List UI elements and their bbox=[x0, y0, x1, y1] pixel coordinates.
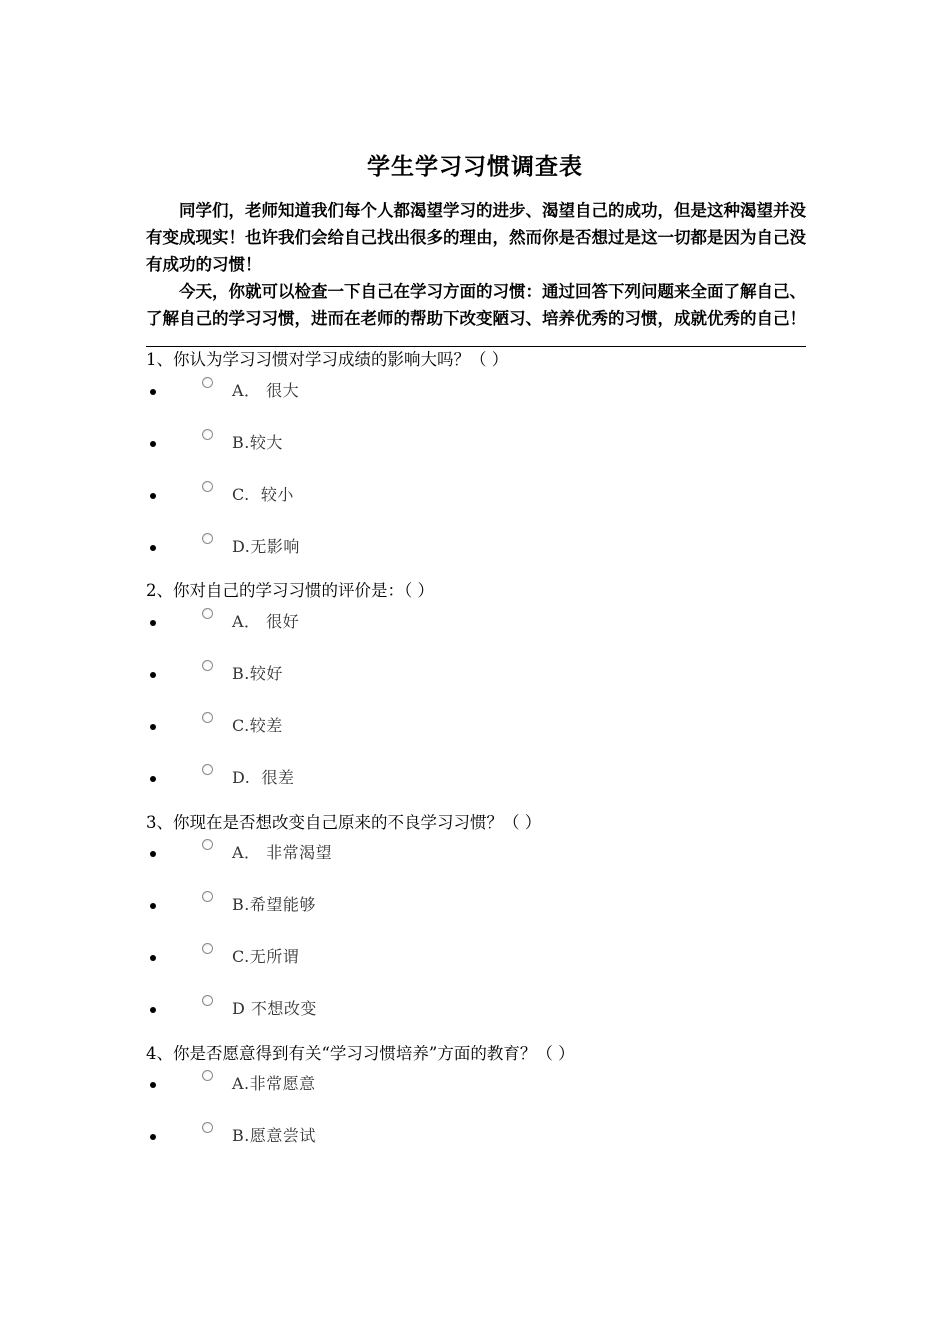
question-3-option-a[interactable] bbox=[146, 839, 746, 865]
question-3-text: 3、你现在是否想改变自己原来的不良学习习惯？（ ） bbox=[146, 813, 542, 832]
option-label: A.非常愿意 bbox=[232, 1074, 316, 1093]
option-label: B.较大 bbox=[232, 433, 283, 452]
bullet-icon bbox=[150, 724, 156, 730]
radio-button[interactable] bbox=[202, 995, 213, 1006]
question-1-option-b[interactable] bbox=[146, 429, 746, 455]
bullet-icon bbox=[150, 441, 156, 447]
option-label: D 不想改变 bbox=[232, 999, 317, 1018]
option-label: C. 较小 bbox=[232, 485, 294, 504]
bullet-icon bbox=[150, 620, 156, 626]
radio-button[interactable] bbox=[202, 481, 213, 492]
radio-button[interactable] bbox=[202, 764, 213, 775]
question-2-text: 2、你对自己的学习习惯的评价是：（ ） bbox=[146, 581, 434, 600]
radio-button[interactable] bbox=[202, 943, 213, 954]
radio-button[interactable] bbox=[202, 1070, 213, 1081]
option-label: D.无影响 bbox=[232, 537, 300, 556]
question-2-option-b[interactable] bbox=[146, 660, 746, 686]
intro-paragraph-2: 今天，你就可以检查一下自己在学习方面的习惯：通过回答下列问题来全面了解自己、了解自己的学习习惯，进而在老师的帮助下改变陋习、培养优秀的习惯，成就优秀的自己！ bbox=[146, 282, 806, 328]
question-3-option-b[interactable] bbox=[146, 891, 746, 917]
option-label: B.愿意尝试 bbox=[232, 1126, 316, 1145]
radio-button[interactable] bbox=[202, 660, 213, 671]
question-1-text: 1、你认为学习习惯对学习成绩的影响大吗？（ ） bbox=[146, 350, 509, 369]
question-3-option-c[interactable] bbox=[146, 943, 746, 969]
question-1-option-d[interactable] bbox=[146, 533, 746, 559]
option-label: A． 非常渴望 bbox=[232, 843, 333, 862]
option-label: A． 很大 bbox=[232, 381, 300, 400]
bullet-icon bbox=[150, 493, 156, 499]
page-title: 学生学习习惯调查表 bbox=[367, 153, 583, 180]
radio-button[interactable] bbox=[202, 1122, 213, 1133]
bullet-icon bbox=[150, 389, 156, 395]
question-2-option-a[interactable] bbox=[146, 608, 746, 634]
radio-button[interactable] bbox=[202, 839, 213, 850]
option-label: B.希望能够 bbox=[232, 895, 316, 914]
question-4-option-a[interactable] bbox=[146, 1070, 746, 1096]
question-3-option-d[interactable] bbox=[146, 995, 746, 1021]
bullet-icon bbox=[150, 1082, 156, 1088]
intro-text bbox=[146, 197, 806, 332]
bullet-icon bbox=[150, 545, 156, 551]
bullet-icon bbox=[150, 672, 156, 678]
bullet-icon bbox=[150, 955, 156, 961]
radio-button[interactable] bbox=[202, 377, 213, 388]
option-label: C.无所谓 bbox=[232, 947, 300, 966]
radio-button[interactable] bbox=[202, 533, 213, 544]
question-1-option-a[interactable] bbox=[146, 377, 746, 403]
bullet-icon bbox=[150, 903, 156, 909]
radio-button[interactable] bbox=[202, 429, 213, 440]
bullet-icon bbox=[150, 1007, 156, 1013]
bullet-icon bbox=[150, 776, 156, 782]
question-1-option-c[interactable] bbox=[146, 481, 746, 507]
option-label: C.较差 bbox=[232, 716, 283, 735]
question-4-text: 4、你是否愿意得到有关“学习习惯培养”方面的教育？（ ） bbox=[146, 1044, 575, 1063]
radio-button[interactable] bbox=[202, 712, 213, 723]
bullet-icon bbox=[150, 851, 156, 857]
question-2-option-d[interactable] bbox=[146, 764, 746, 790]
intro-paragraph-1: 同学们，老师知道我们每个人都渴望学习的进步、渴望自己的成功，但是这种渴望并没有变成现实！也许我们会给自己找出很多的理由，然而你是否想过是这一切都是因为自己没有成功的习惯！ bbox=[146, 201, 806, 274]
bullet-icon bbox=[150, 1134, 156, 1140]
radio-button[interactable] bbox=[202, 608, 213, 619]
question-2-option-c[interactable] bbox=[146, 712, 746, 738]
radio-button[interactable] bbox=[202, 891, 213, 902]
option-label: A． 很好 bbox=[232, 612, 300, 631]
option-label: D. 很差 bbox=[232, 768, 295, 787]
question-4-option-b[interactable] bbox=[146, 1122, 746, 1148]
option-label: B.较好 bbox=[232, 664, 283, 683]
